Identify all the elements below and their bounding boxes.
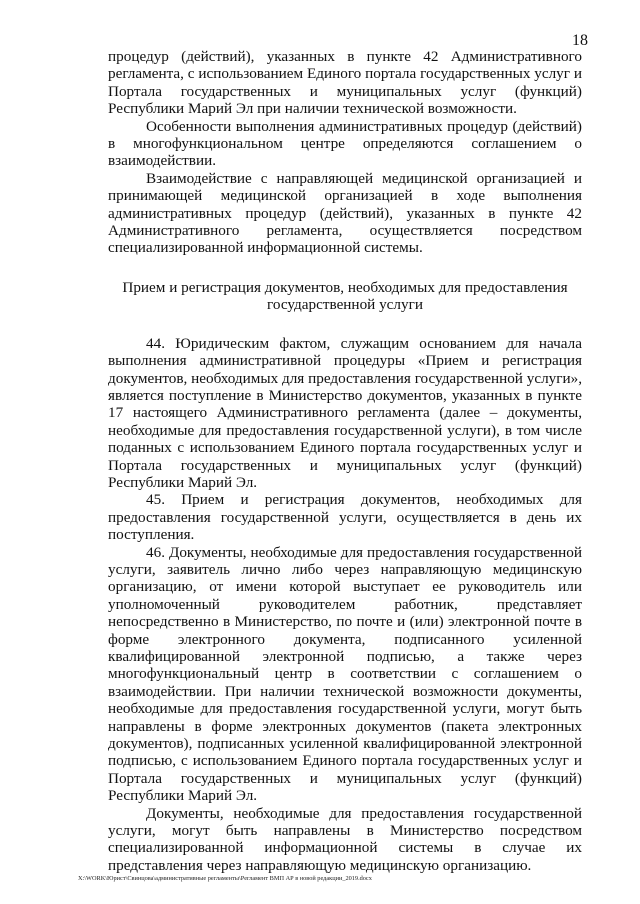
paragraph-continuation: процедур (действий), указанных в пункте 42 Административного регламента, с использованием Единого портала государственных услуг и Портала государственных и муниципальных услуг (функций) Республики Марий Эл при наличии технической возможности.	[108, 48, 582, 118]
paragraph-46: 46. Документы, необходимые для предоставления государственной услуги, заявитель лично либо через направляющую медицинскую организацию, от имени которой выступает ее руководитель или уполномоченный руководителем работник, представляет непосредственно в Министерство, по почте и (или) электронной почте в форме электронного документа, подписанного усиленной квалифицированной электронной подписью, а также через многофункциональный центр в соответствии с соглашением о взаимодействии. При наличии технической возможности документы, необходимые для предоставления государственной услуги, могут быть направлены в форме электронных документов (пакета электронных документов), подписанных усиленной квалифицированной электронной подписью, с использованием Единого портала государственных услуг и Портала государственных и муниципальных услуг (функций) Республики Марий Эл.	[108, 543, 582, 805]
document-body	[108, 48, 582, 874]
section-heading	[108, 279, 582, 314]
page-number: 18	[572, 32, 588, 49]
paragraph-medical-interaction: Взаимодействие с направляющей медицинской организацией и принимающей медицинской организацией в ходе выполнения административных процедур (действий), указанных в пункте 42 Административного регламента, осуществляется посредством специализированной информационной системы.	[108, 169, 582, 257]
paragraph-45: 45. Прием и регистрация документов, необходимых для предоставления государственной услуги, осуществляется в день их поступления.	[108, 491, 582, 544]
paragraph-mfc-features: Особенности выполнения административных процедур (действий) в многофункциональном центре определяются соглашением о взаимодействии.	[108, 117, 582, 170]
paragraph-44: 44. Юридическим фактом, служащим основанием для начала выполнения административной процедуры «Прием и регистрация документов, необходимых для предоставления государственной услуги», является поступление в Министерство документов, указанных в пункте 17 настоящего Административного регламента (далее – документы, необходимые для предоставления государственной услуги), в том числе поданных с использованием Единого портала государственных услуг и Портала государственных и муниципальных услуг (функций) Республики Марий Эл.	[108, 334, 582, 491]
section-heading-line-1: Прием и регистрация документов, необходимых для предоставления	[122, 278, 568, 296]
paragraph-46-documents: Документы, необходимые для предоставления государственной услуги, могут быть направлены в Министерство посредством специализированной информационной системы в случае их представления через направляющую медицинскую организацию.	[108, 804, 582, 874]
footer-file-path: X:\WORK\Юрист\Свинцова\административные регламенты\Регламент ВМП АР в новой редакции_2019.docx	[78, 875, 372, 882]
section-heading-line-2: государственной услуги	[267, 296, 423, 314]
